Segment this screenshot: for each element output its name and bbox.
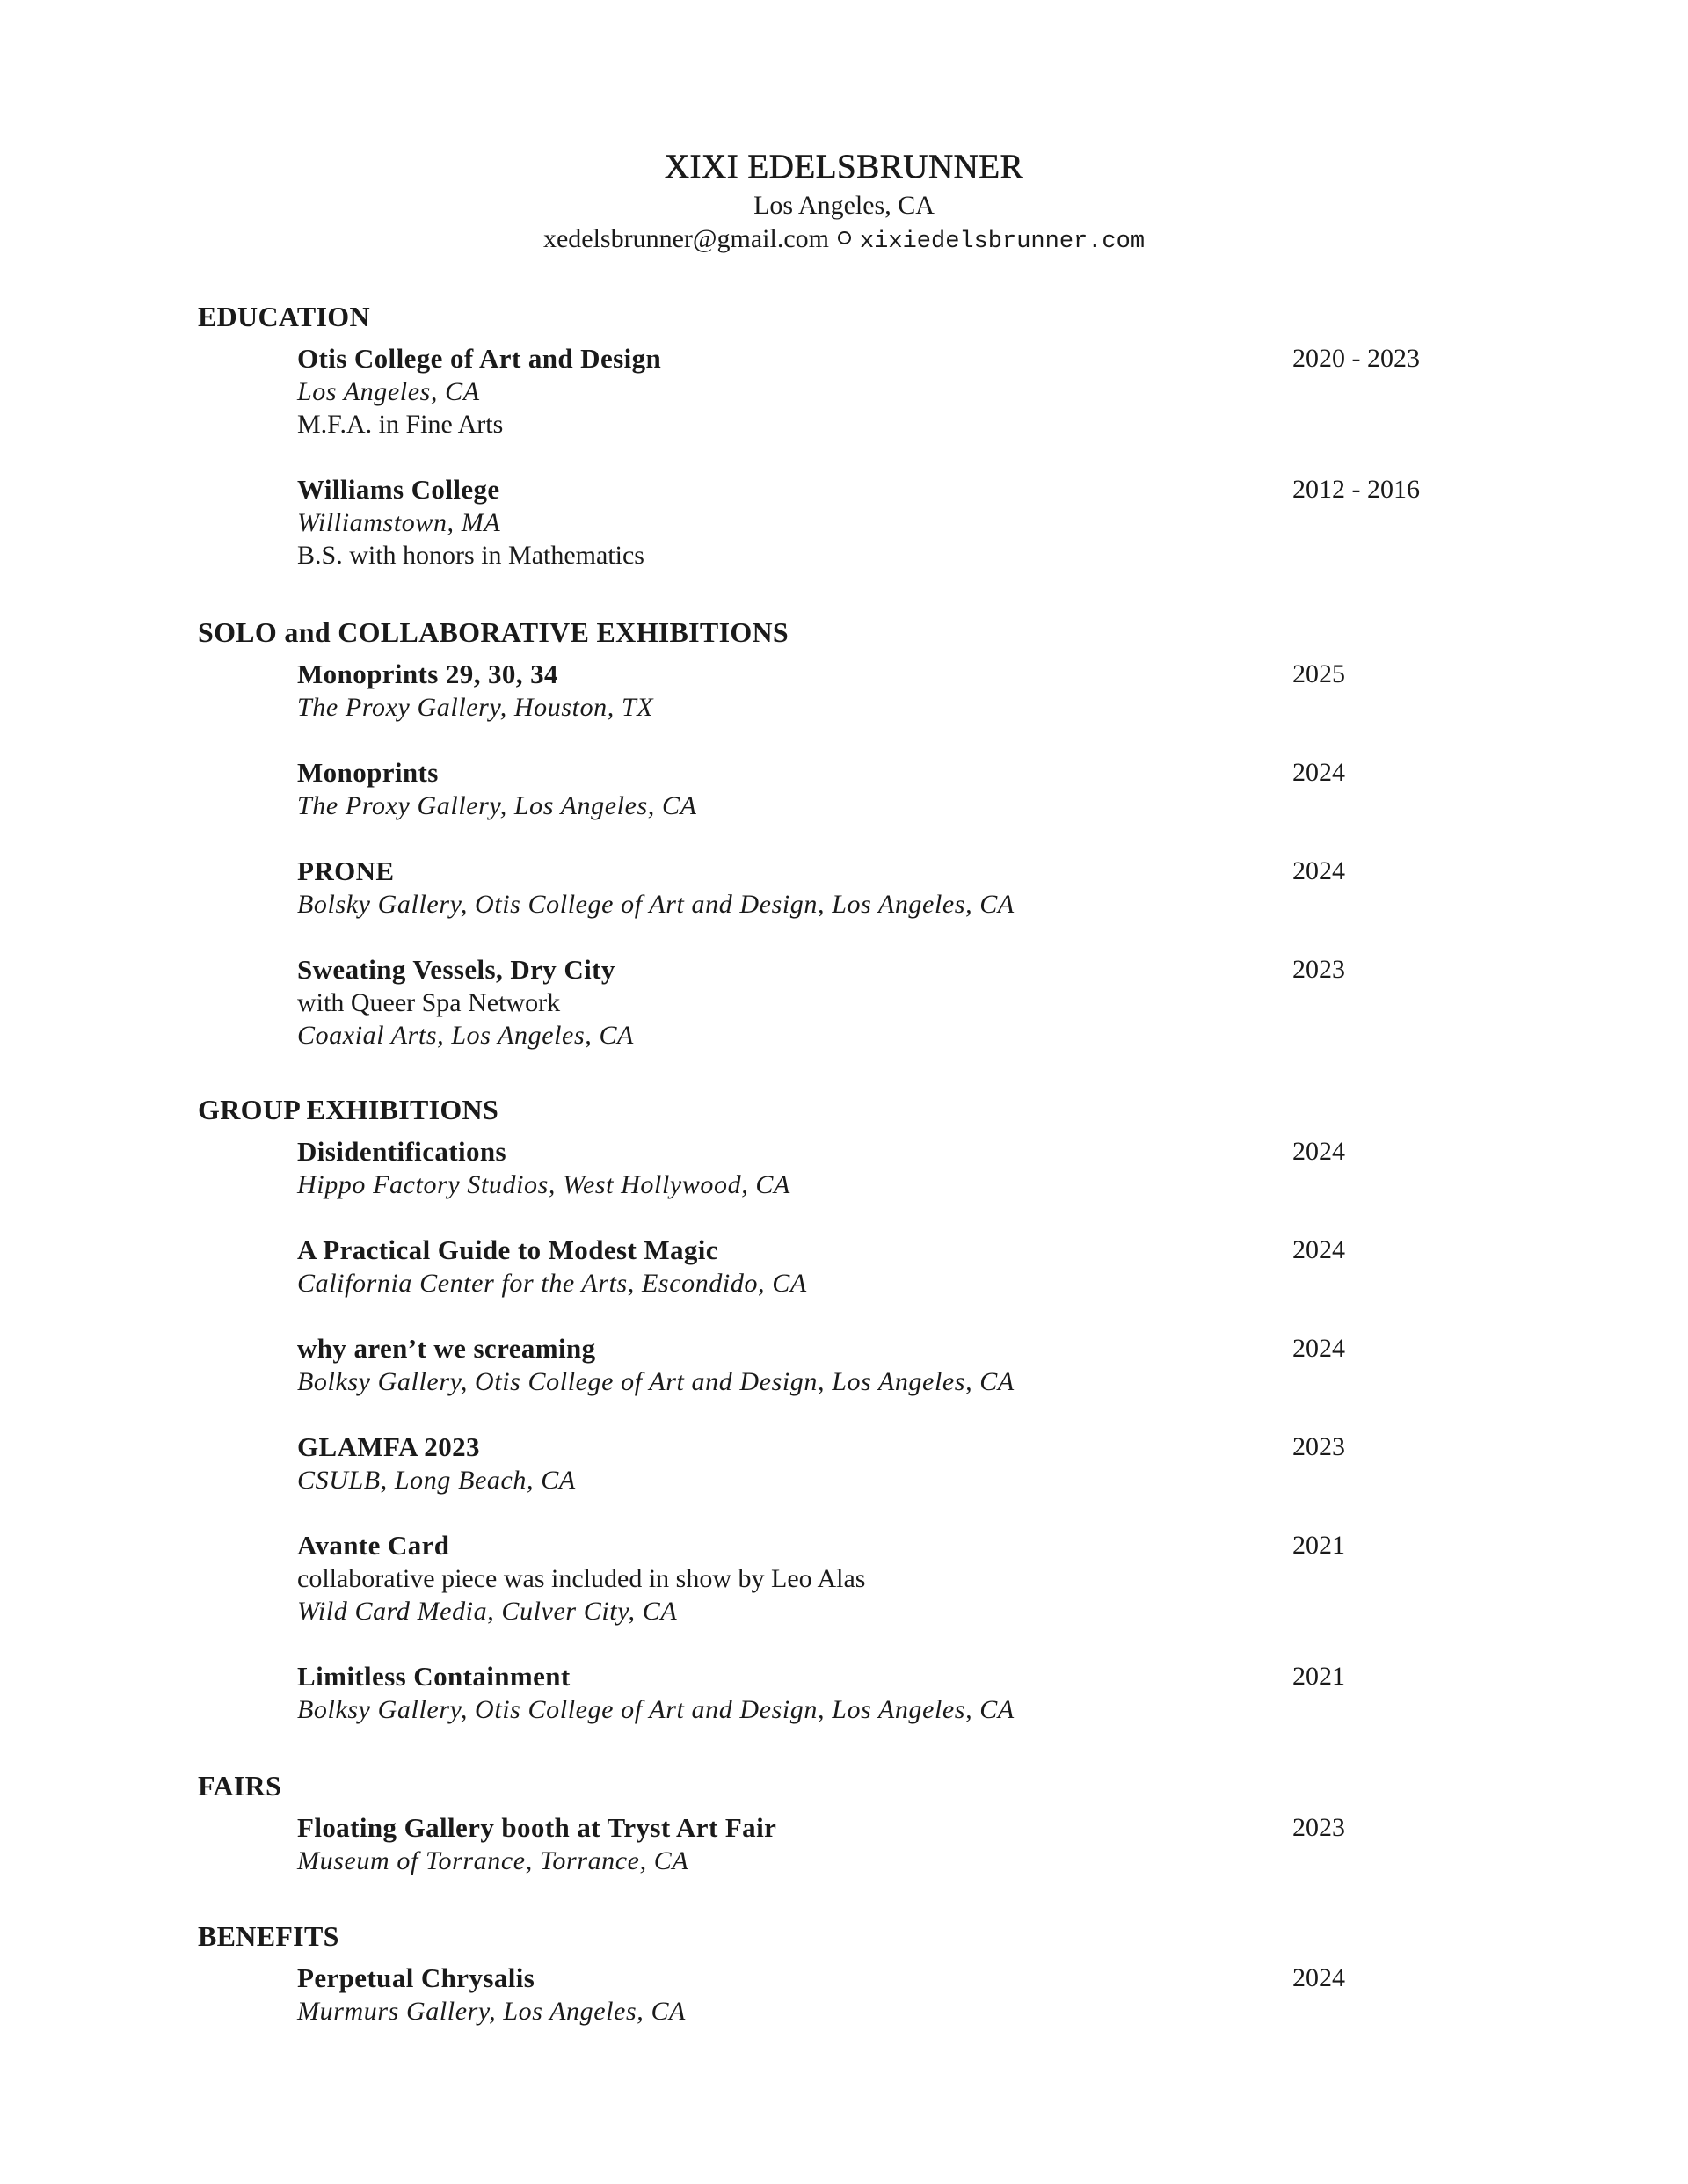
entry-detail: collaborative piece was included in show by Leo Alas [297, 1564, 866, 1593]
section-group-exhibitions [198, 1092, 1517, 1726]
entry-date: 2024 [1292, 758, 1345, 787]
education-entry [297, 473, 1431, 571]
contact-line [0, 222, 1688, 258]
entry-date: 2021 [1292, 1662, 1345, 1691]
entry-title: Limitless Containment [297, 1661, 571, 1692]
entry-date: 2021 [1292, 1531, 1345, 1560]
exhibition-entry [297, 855, 1431, 921]
education-entry [297, 342, 1431, 440]
entry-place: Coaxial Arts, Los Angeles, CA [297, 1021, 634, 1050]
section-benefits [198, 1918, 1517, 2027]
person-name: XIXI EDELSBRUNNER [664, 148, 1024, 186]
entry-date: 2024 [1292, 856, 1345, 885]
entry-date: 2024 [1292, 1334, 1345, 1363]
entry-title: Otis College of Art and Design [297, 343, 662, 374]
section-title-group: GROUP EXHIBITIONS [198, 1094, 499, 1125]
entry-place: Museum of Torrance, Torrance, CA [297, 1846, 689, 1875]
entry-detail: B.S. with honors in Mathematics [297, 541, 644, 570]
entry-place: California Center for the Arts, Escondido, CA [297, 1269, 807, 1298]
entry-title: GLAMFA 2023 [297, 1431, 480, 1462]
entry-date: 2025 [1292, 659, 1345, 688]
entry-title: why aren’t we screaming [297, 1333, 596, 1364]
section-solo-exhibitions [198, 615, 1517, 1052]
circle-separator-icon [838, 231, 851, 244]
section-title-benefits: BENEFITS [198, 1920, 339, 1952]
entry-date: 2024 [1292, 1963, 1345, 1992]
exhibition-entry [297, 1332, 1431, 1398]
exhibition-entry [297, 1135, 1431, 1201]
entry-title: A Practical Guide to Modest Magic [297, 1234, 718, 1265]
entry-date: 2023 [1292, 1813, 1345, 1842]
entry-place: Williamstown, MA [297, 508, 501, 537]
entry-place: Wild Card Media, Culver City, CA [297, 1597, 678, 1626]
entry-title: Monoprints [297, 757, 439, 788]
benefit-entry [297, 1962, 1431, 2027]
entry-title: Disidentifications [297, 1136, 506, 1167]
exhibition-entry [297, 1660, 1431, 1726]
entry-detail: M.F.A. in Fine Arts [297, 410, 504, 439]
entry-date: 2020 - 2023 [1292, 344, 1420, 373]
entry-place: Hippo Factory Studios, West Hollywood, CA [297, 1170, 790, 1199]
section-education [198, 299, 1517, 571]
entry-title: Perpetual Chrysalis [297, 1962, 535, 1993]
entry-title: PRONE [297, 855, 395, 886]
entry-place: Murmurs Gallery, Los Angeles, CA [297, 1997, 686, 2026]
entry-place: Bolksy Gallery, Otis College of Art and Design, Los Angeles, CA [297, 1695, 1015, 1724]
entry-place: Bolksy Gallery, Otis College of Art and Design, Los Angeles, CA [297, 1367, 1015, 1396]
entry-date: 2023 [1292, 1432, 1345, 1461]
entry-place: Los Angeles, CA [297, 377, 480, 406]
entry-title: Monoprints 29, 30, 34 [297, 659, 558, 689]
entry-title: Floating Gallery booth at Tryst Art Fair [297, 1812, 777, 1843]
entry-title: Avante Card [297, 1530, 450, 1561]
section-title-solo: SOLO and COLLABORATIVE EXHIBITIONS [198, 616, 789, 648]
entry-title: Williams College [297, 474, 500, 505]
section-title-fairs: FAIRS [198, 1770, 282, 1802]
cv-header [0, 145, 1688, 258]
entry-place: The Proxy Gallery, Los Angeles, CA [297, 791, 697, 820]
entry-date: 2024 [1292, 1137, 1345, 1166]
exhibition-entry [297, 1234, 1431, 1299]
website-link[interactable]: xixiedelsbrunner.com [859, 229, 1146, 255]
exhibition-entry [297, 1529, 1431, 1627]
section-title-education: EDUCATION [198, 301, 370, 332]
entry-place: CSULB, Long Beach, CA [297, 1466, 576, 1495]
entry-place: Bolsky Gallery, Otis College of Art and Design, Los Angeles, CA [297, 890, 1015, 919]
exhibition-entry [297, 953, 1431, 1052]
exhibition-entry [297, 756, 1431, 822]
section-fairs [198, 1768, 1517, 1877]
entry-title: Sweating Vessels, Dry City [297, 954, 615, 985]
fair-entry [297, 1811, 1431, 1877]
person-location: Los Angeles, CA [753, 191, 935, 220]
entry-detail: with Queer Spa Network [297, 988, 561, 1017]
exhibition-entry [297, 1431, 1431, 1496]
email-link[interactable]: xedelsbrunner@gmail.com [542, 224, 829, 253]
entry-date: 2023 [1292, 955, 1345, 984]
exhibition-entry [297, 658, 1431, 724]
entry-place: The Proxy Gallery, Houston, TX [297, 693, 654, 722]
entry-date: 2012 - 2016 [1292, 475, 1420, 504]
entry-date: 2024 [1292, 1235, 1345, 1264]
